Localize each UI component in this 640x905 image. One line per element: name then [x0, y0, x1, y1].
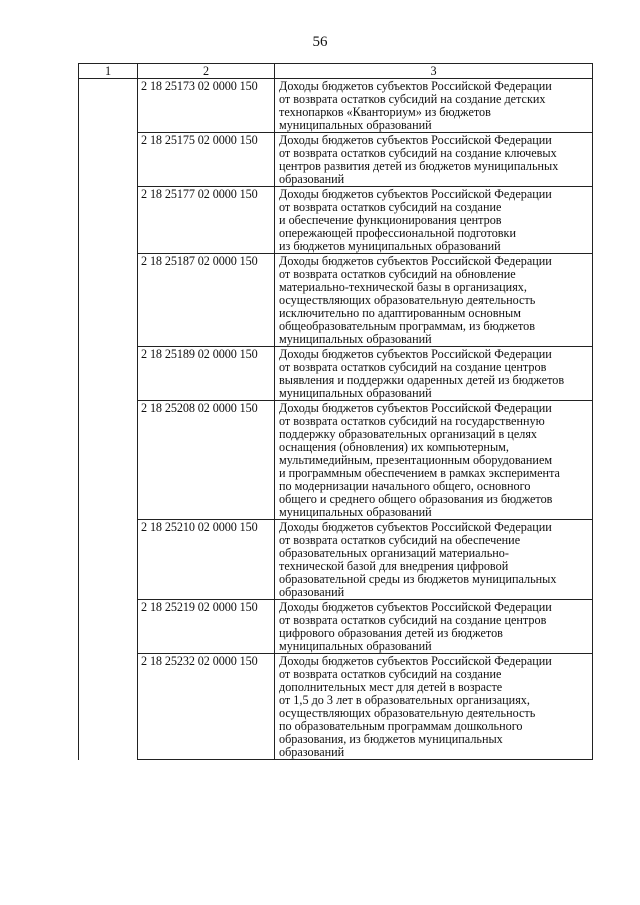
description-line: общего и среднего общего образования из бюджетов: [279, 492, 553, 506]
table-row: [79, 79, 593, 133]
description-line: муниципальных образований: [279, 386, 432, 400]
description-line: образовательной среды из бюджетов муниципальных: [279, 572, 557, 586]
income-description-cell: [275, 520, 593, 600]
income-description-cell: [275, 254, 593, 347]
description-line: от возврата остатков субсидий на создание: [279, 667, 502, 681]
description-line: мультимедийным, презентационным оборудованием: [279, 453, 553, 467]
description-line: от возврата остатков субсидий на государственную: [279, 414, 545, 428]
description-line: исключительно по адаптированным основным: [279, 306, 521, 320]
empty-column-cell: [79, 254, 138, 347]
description-line: от возврата остатков субсидий на создание: [279, 200, 502, 214]
description-line: осуществляющих образовательную деятельность: [279, 706, 536, 720]
description-line: от возврата остатков субсидий на обеспечение: [279, 533, 521, 547]
description-line: из бюджетов муниципальных образований: [279, 239, 501, 253]
description-line: образования, из бюджетов муниципальных: [279, 732, 503, 746]
description-line: муниципальных образований: [279, 332, 432, 346]
budget-code-cell: 2 18 25187 02 0000 150: [138, 254, 275, 347]
description-line: образований: [279, 745, 345, 759]
description-line: технической базой для внедрения цифровой: [279, 559, 509, 573]
description-line: от 1,5 до 3 лет в образовательных организациях,: [279, 693, 530, 707]
empty-column-cell: [79, 401, 138, 520]
description-line: и обеспечение функционирования центров: [279, 213, 502, 227]
description-line: от возврата остатков субсидий на создание центров: [279, 360, 547, 374]
description-line: Доходы бюджетов субъектов Российской Федерации: [279, 520, 552, 534]
description-line: Доходы бюджетов субъектов Российской Федерации: [279, 600, 552, 614]
description-line: муниципальных образований: [279, 118, 432, 132]
page-number: 56: [312, 34, 328, 50]
table-row: [79, 520, 593, 600]
description-line: осуществляющих образовательную деятельность: [279, 293, 536, 307]
description-line: образовательных организаций материально-: [279, 546, 509, 560]
description-line: по модернизации начального общего, основного: [279, 479, 531, 493]
description-line: поддержку образовательных организаций в целях: [279, 427, 538, 441]
description-line: образований: [279, 172, 345, 186]
column-header-2: 2: [138, 64, 275, 79]
budget-code-cell: 2 18 25189 02 0000 150: [138, 347, 275, 401]
description-line: Доходы бюджетов субъектов Российской Федерации: [279, 187, 552, 201]
empty-column-cell: [79, 187, 138, 254]
table-header-row: [79, 64, 593, 79]
income-description-cell: [275, 187, 593, 254]
budget-code-cell: 2 18 25175 02 0000 150: [138, 133, 275, 187]
table-row: [79, 254, 593, 347]
empty-column-cell: [79, 520, 138, 600]
table-row: [79, 187, 593, 254]
budget-code-cell: 2 18 25232 02 0000 150: [138, 654, 275, 760]
table-row: [79, 401, 593, 520]
table-row: [79, 600, 593, 654]
table-row: [79, 654, 593, 760]
empty-column-cell: [79, 133, 138, 187]
empty-column-cell: [79, 347, 138, 401]
income-description-cell: [275, 79, 593, 133]
description-line: Доходы бюджетов субъектов Российской Федерации: [279, 79, 552, 93]
description-line: Доходы бюджетов субъектов Российской Федерации: [279, 654, 552, 668]
description-line: оснащения (обновления) их компьютерным,: [279, 440, 509, 454]
column-header-1: 1: [79, 64, 138, 79]
description-line: выявления и поддержки одаренных детей из бюджетов: [279, 373, 565, 387]
description-line: Доходы бюджетов субъектов Российской Федерации: [279, 133, 552, 147]
description-line: муниципальных образований: [279, 639, 432, 653]
budget-code-cell: 2 18 25177 02 0000 150: [138, 187, 275, 254]
income-description-cell: [275, 401, 593, 520]
description-line: материально-технической базы в организациях,: [279, 280, 527, 294]
empty-column-cell: [79, 654, 138, 760]
budget-code-cell: 2 18 25208 02 0000 150: [138, 401, 275, 520]
income-description-cell: [275, 347, 593, 401]
table-row: [79, 133, 593, 187]
income-description-cell: [275, 654, 593, 760]
description-line: технопарков «Кванториум» из бюджетов: [279, 105, 491, 119]
description-line: от возврата остатков субсидий на создание ключевых: [279, 146, 557, 160]
description-line: Доходы бюджетов субъектов Российской Федерации: [279, 347, 552, 361]
table-row: [79, 347, 593, 401]
description-line: по образовательным программам дошкольного: [279, 719, 523, 733]
description-line: общеобразовательным программам, из бюджетов: [279, 319, 535, 333]
empty-column-cell: [79, 79, 138, 133]
income-description-cell: [275, 133, 593, 187]
empty-column-cell: [79, 600, 138, 654]
description-line: центров развития детей из бюджетов муниципальных: [279, 159, 559, 173]
description-line: опережающей профессиональной подготовки: [279, 226, 516, 240]
description-line: дополнительных мест для детей в возрасте: [279, 680, 503, 694]
income-description-cell: [275, 600, 593, 654]
budget-codes-table: [78, 63, 593, 760]
description-line: от возврата остатков субсидий на создание детских: [279, 92, 546, 106]
description-line: цифрового образования детей из бюджетов: [279, 626, 503, 640]
budget-code-cell: 2 18 25173 02 0000 150: [138, 79, 275, 133]
description-line: и программным обеспечением в рамках эксперимента: [279, 466, 560, 480]
description-line: от возврата остатков субсидий на создание центров: [279, 613, 547, 627]
budget-code-cell: 2 18 25210 02 0000 150: [138, 520, 275, 600]
description-line: от возврата остатков субсидий на обновление: [279, 267, 516, 281]
description-line: Доходы бюджетов субъектов Российской Федерации: [279, 254, 552, 268]
column-header-3: 3: [275, 64, 593, 79]
description-line: Доходы бюджетов субъектов Российской Федерации: [279, 401, 552, 415]
description-line: образований: [279, 585, 345, 599]
description-line: муниципальных образований: [279, 505, 432, 519]
budget-code-cell: 2 18 25219 02 0000 150: [138, 600, 275, 654]
table-body: [79, 79, 593, 760]
